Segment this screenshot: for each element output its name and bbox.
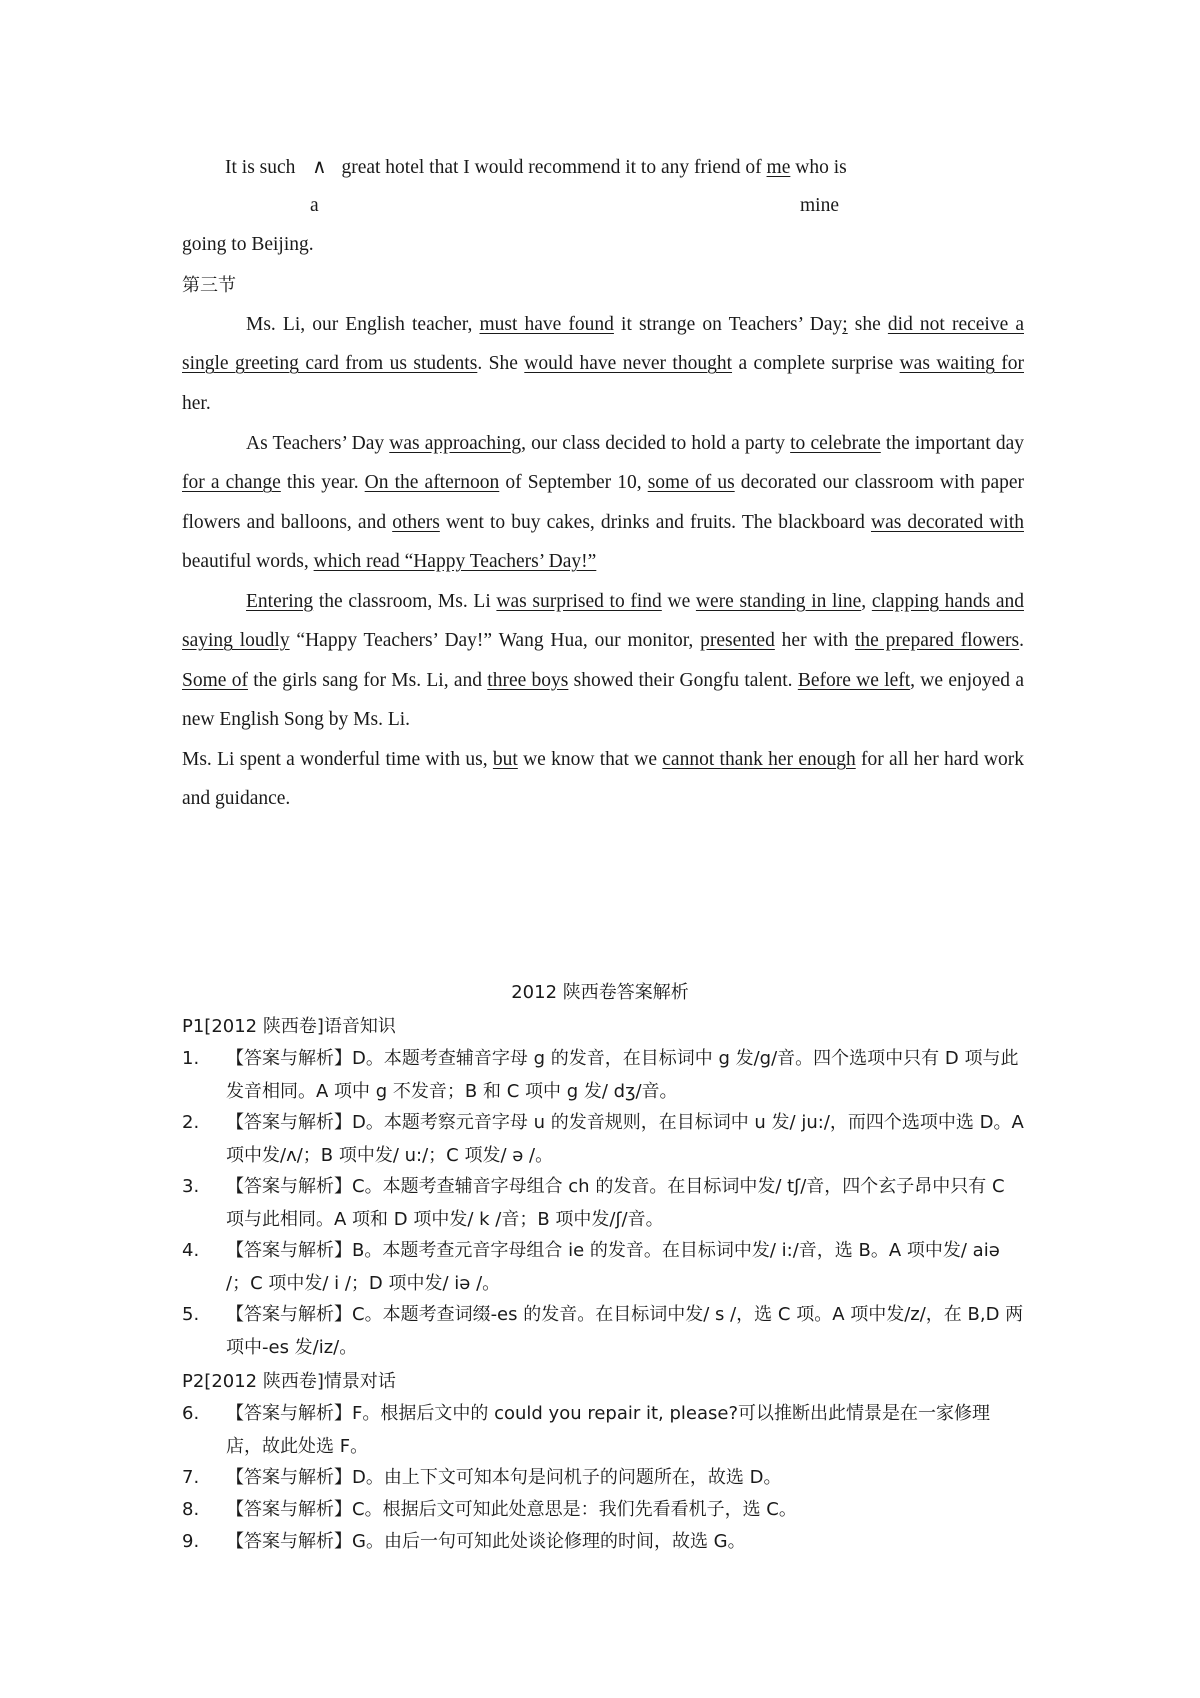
part2-heading: P2[2012 陕西卷]情景对话	[182, 1371, 396, 1392]
answer-text: 【答案与解析】C。本题考查辅音字母组合 ch 的发音。在目标词中发/ tʃ/音，四个玄子昂中只有 C 项与此相同。A 项和 D 项中发/ k /音；B 项中发/ʃ/音。	[226, 1176, 1005, 1230]
underlined-phrase: Some of	[182, 669, 248, 691]
answer-number: 7.	[182, 1467, 200, 1488]
underlined-phrase: must have found	[479, 314, 614, 335]
answer-number: 9.	[182, 1531, 200, 1552]
text-run: we	[661, 591, 696, 612]
essay-paragraph-3	[182, 582, 1024, 740]
text-run: her.	[182, 392, 211, 414]
text-run: the important day	[880, 433, 1024, 454]
underlined-phrase: was waiting for	[899, 353, 1024, 375]
essay-paragraph-2	[182, 424, 1024, 582]
underlined-phrase: Entering	[246, 591, 314, 612]
text-run: As Teachers’ Day	[246, 433, 390, 454]
text-run: the girls sang for Ms. Li, and	[247, 669, 488, 691]
underlined-phrase: cannot thank her enough	[662, 749, 856, 770]
answer-item	[182, 1494, 1024, 1527]
answer-number: 1.	[182, 1048, 200, 1069]
correction-insert-mine: mine	[800, 195, 839, 216]
correction-word-me: me	[766, 157, 791, 178]
correction-insert-a: a	[310, 195, 319, 216]
essay-paragraph-1	[182, 305, 1024, 423]
underlined-phrase: was decorated with	[870, 511, 1024, 533]
answer-number: 8.	[182, 1499, 200, 1520]
text-run: .	[1019, 630, 1024, 652]
underlined-phrase: was approaching	[389, 433, 522, 454]
answer-number: 4.	[182, 1240, 200, 1261]
underlined-phrase: three boys	[487, 669, 569, 691]
answer-text: 【答案与解析】F。根据后文中的 could you repair it, please?可以推断出此情景是在一家修理店，故此处选 F。	[226, 1403, 991, 1457]
underlined-phrase: clapping hands and saying loudly	[182, 591, 1024, 652]
underlined-phrase: Before we left	[797, 669, 911, 691]
answer-item	[182, 1107, 1024, 1172]
text-run: “Happy Teachers’ Day!” Wang Hua, our monitor,	[289, 630, 701, 652]
underlined-phrase: was surprised to find	[496, 591, 662, 612]
underlined-phrase: others	[392, 511, 440, 533]
underlined-phrase: presented	[700, 630, 775, 652]
underlined-phrase: some of us	[647, 472, 735, 494]
text-run: the classroom, Ms. Li	[313, 591, 497, 612]
underlined-phrase: were standing in line	[695, 591, 862, 612]
answer-item	[182, 1043, 1024, 1108]
text-run: beautiful words,	[182, 551, 314, 573]
underlined-phrase: to celebrate	[790, 433, 881, 454]
answer-text: 【答案与解析】D。本题考查辅音字母 g 的发音，在目标词中 g 发/g/音。四个选项中只有 D 项与此发音相同。A 项中 g 不发音；B 和 C 项中 g 发/ dʒ/音。	[226, 1048, 1019, 1102]
text-run: her with	[774, 630, 855, 652]
text-run: a complete surprise	[732, 353, 900, 375]
correction-rest-1: great hotel that I would recommend it to any friend of	[341, 157, 762, 178]
answers-title: 2012 陕西卷答案解析	[511, 982, 689, 1003]
text-run: she	[847, 314, 888, 335]
answer-text: 【答案与解析】D。由上下文可知本句是问机子的问题所在，故选 D。	[226, 1467, 782, 1488]
answer-number: 3.	[182, 1176, 200, 1197]
text-run: of September 10,	[499, 472, 648, 494]
text-run: went to buy cakes, drinks and fruits. The blackboard	[439, 511, 871, 533]
answer-text: 【答案与解析】C。本题考查词缀-es 的发音。在目标词中发/ s /，选 C 项。A 项中发/z/，在 B,D 两项中-es 发/iz/。	[226, 1304, 1024, 1358]
text-run: showed their Gongfu talent.	[568, 669, 798, 691]
text-run: ,	[861, 591, 872, 612]
text-run: Ms. Li, our English teacher,	[246, 314, 480, 335]
correction-line	[225, 155, 847, 179]
text-run: Ms. Li spent a wonderful time with us,	[182, 749, 493, 770]
text-run: . She	[477, 353, 525, 375]
essay-paragraph-4	[182, 740, 1024, 819]
part1-heading: P1[2012 陕西卷]语音知识	[182, 1016, 396, 1037]
answer-item	[182, 1462, 1024, 1495]
correction-line-2: going to Beijing.	[182, 234, 314, 255]
text-run: this year.	[280, 472, 365, 494]
section-heading: 第三节	[182, 275, 236, 296]
text-run: , we enjoyed a new English Song by Ms. Li.	[182, 669, 1024, 731]
answer-item	[182, 1171, 1024, 1236]
answer-number: 5.	[182, 1304, 200, 1325]
text-run: we know that we	[517, 749, 663, 770]
answer-number: 2.	[182, 1112, 200, 1133]
answer-text: 【答案与解析】G。由后一句可知此处谈论修理的时间，故选 G。	[226, 1531, 746, 1552]
underlined-phrase: for a change	[182, 472, 281, 494]
answer-text: 【答案与解析】B。本题考查元音字母组合 ie 的发音。在目标词中发/ i:/音，选 B。A 项中发/ aiə /；C 项中发/ i /；D 项中发/ iə /。	[226, 1240, 1000, 1294]
underlined-phrase: the prepared flowers	[854, 630, 1020, 652]
answer-item	[182, 1526, 1024, 1559]
answer-text: 【答案与解析】C。根据后文可知此处意思是：我们先看看机子，选 C。	[226, 1499, 797, 1520]
underlined-phrase: would have never thought	[524, 353, 733, 375]
underlined-phrase: but	[492, 749, 518, 770]
correction-start: It is such	[225, 157, 296, 178]
correction-rest-2: who is	[795, 157, 847, 178]
answer-item	[182, 1235, 1024, 1300]
answer-text: 【答案与解析】D。本题考察元音字母 u 的发音规则，在目标词中 u 发/ ju:/，而四个选项中选 D。A 项中发/ʌ/；B 项中发/ u:/；C 项发/ ə /。	[226, 1112, 1024, 1166]
text-run: , our class decided to hold a party	[521, 433, 791, 454]
underlined-phrase: ;	[842, 314, 848, 335]
underlined-phrase: which read “Happy Teachers’ Day!”	[313, 551, 597, 573]
underlined-phrase: did not receive a single greeting card from us students	[182, 314, 1024, 375]
underlined-phrase: On the afternoon	[364, 472, 500, 494]
answer-item	[182, 1299, 1024, 1364]
text-run: decorated our classroom with paper flowers and balloons, and	[182, 472, 1025, 533]
text-run: it strange on Teachers’ Day	[613, 314, 843, 335]
insertion-caret: ∧	[312, 157, 327, 178]
answer-number: 6.	[182, 1403, 200, 1424]
text-run: for all her hard work and guidance.	[182, 749, 1024, 810]
answer-item	[182, 1398, 1024, 1463]
